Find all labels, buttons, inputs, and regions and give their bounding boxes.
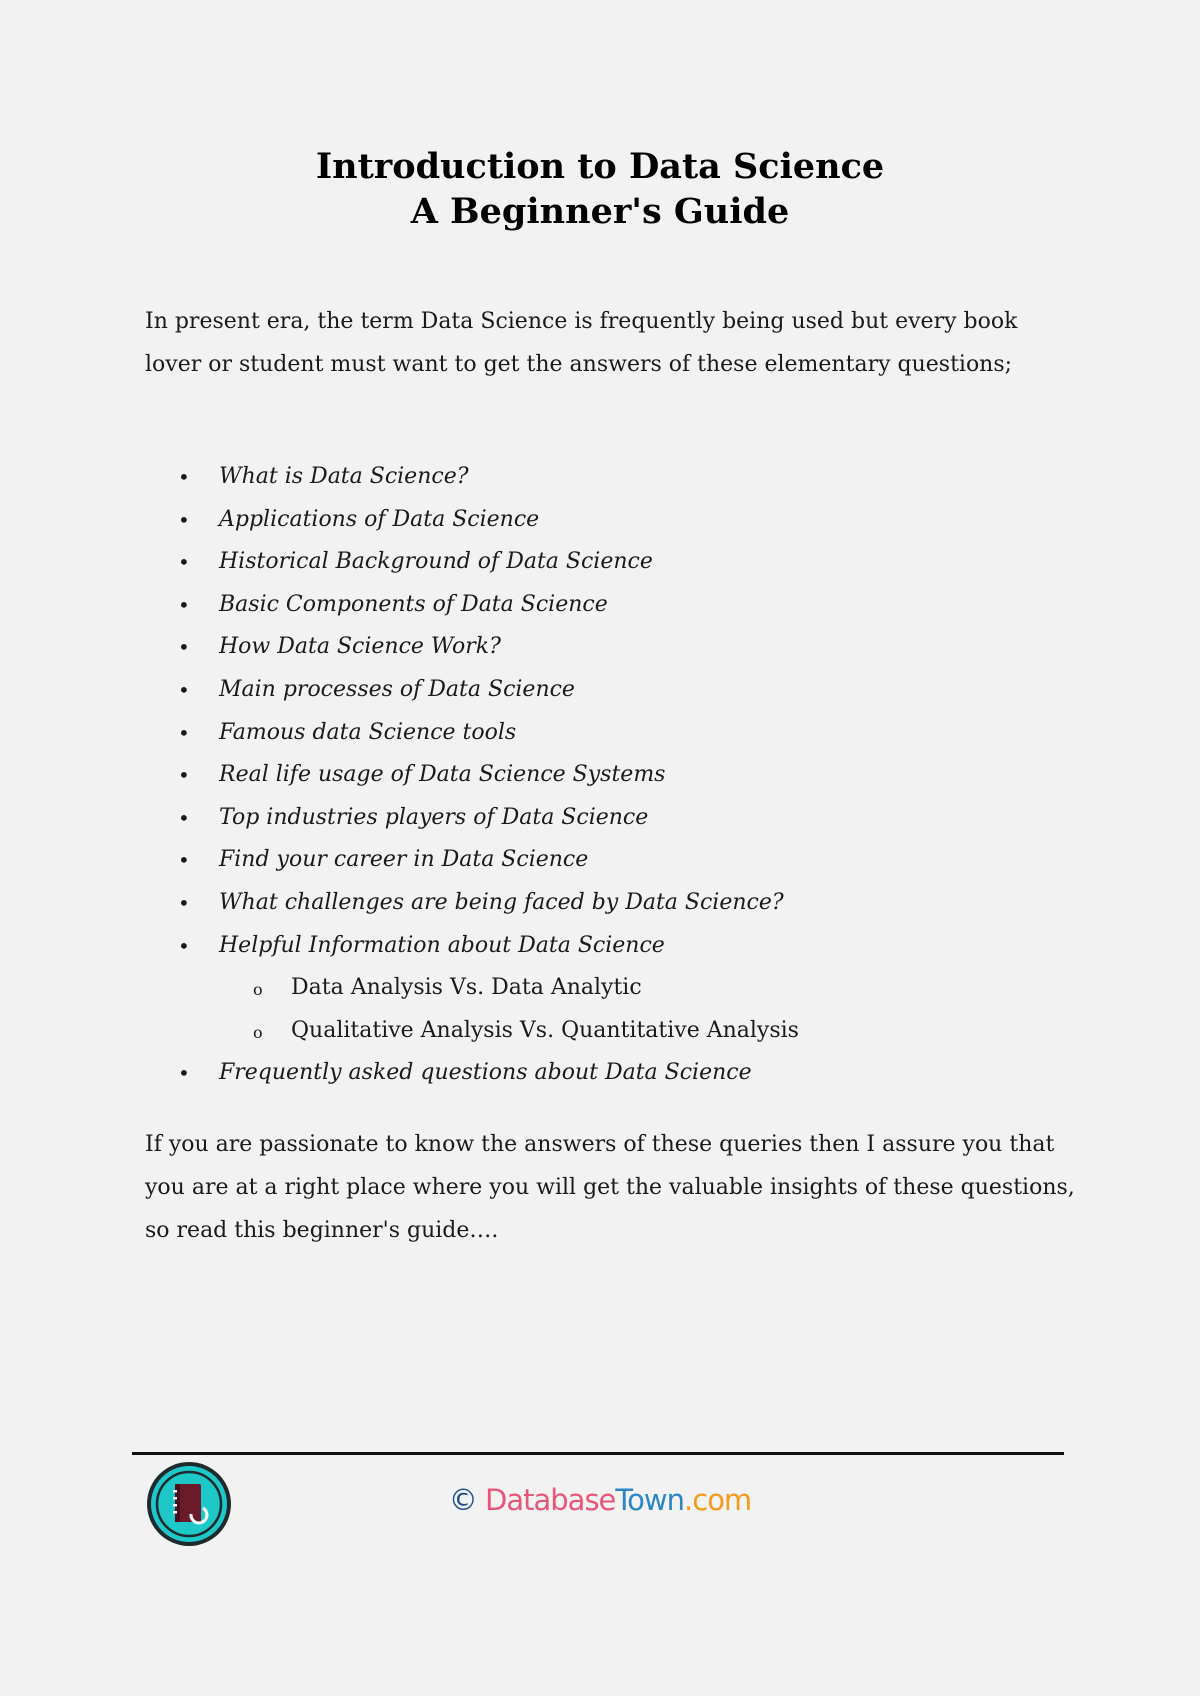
list-item [145,584,1065,627]
list-item-text: Famous data Science tools [219,719,517,745]
list-item-text: Frequently asked questions about Data Science [219,1060,752,1086]
list-item [145,797,1065,840]
bullet-icon: • [178,465,190,489]
list-item [145,626,1065,669]
list-item-text: Historical Background of Data Science [219,549,653,575]
closing-paragraph: If you are passionate to know the answers of these queries then I assure you that you are at a right place where you will get the valuable insights of these questions, so read this beginner's guide…. [145,1132,1075,1243]
bullet-icon: • [178,805,190,830]
brand-footer [0,1483,1200,1517]
list-item [145,541,1065,584]
brand-part-1: Database [485,1483,616,1517]
title-line-1: Introduction to Data Science [315,146,885,187]
circle-bullet-icon: o [253,980,263,1000]
list-item [145,1052,1065,1095]
bullet-icon: • [178,677,190,702]
list-item [145,712,1065,755]
list-item-text: Real life usage of Data Science Systems [219,762,666,788]
brand-part-3: .com [684,1483,752,1517]
list-item [145,882,1065,925]
sub-list-item-text: Qualitative Analysis Vs. Quantitative Analysis [291,1017,799,1043]
bullet-icon: • [178,933,190,958]
sub-list-item [145,1010,1065,1053]
document-title [0,144,1200,234]
brand-part-2: Town [615,1483,685,1517]
bullet-icon: • [178,848,190,873]
bullet-icon: • [178,592,190,617]
sub-list-item-text: Data Analysis Vs. Data Analytic [291,975,642,1001]
topic-list [145,456,1065,1095]
list-item-text: Applications of Data Science [219,506,540,532]
footer-divider [132,1452,1064,1455]
intro-paragraph: In present era, the term Data Science is frequently being used but every book lover or student must want to get the answers of these elementary questions; [145,309,1018,377]
list-item-text: What is Data Science? [219,464,469,489]
list-item [145,839,1065,882]
list-item-text: Basic Components of Data Science [219,591,608,617]
bullet-icon: • [178,635,190,660]
list-item-text: What challenges are being faced by Data Science? [219,889,784,915]
list-item [145,754,1065,797]
list-item-text: How Data Science Work? [219,634,501,660]
sub-list-item [145,967,1065,1010]
list-item-text: Helpful Information about Data Science [219,932,665,958]
bullet-icon: • [178,720,190,745]
bullet-icon: • [178,507,190,532]
bullet-icon: • [178,890,190,915]
title-line-2: A Beginner's Guide [410,191,790,232]
bullet-icon: • [178,763,190,788]
list-item [145,669,1065,712]
list-item-text: Main processes of Data Science [219,676,575,702]
list-item [145,925,1065,968]
bullet-icon: • [178,550,190,575]
list-item-text: Find your career in Data Science [219,847,589,873]
bullet-icon: • [178,1061,190,1086]
list-item-text: Top industries players of Data Science [219,804,649,830]
list-item [145,499,1065,542]
circle-bullet-icon: o [253,1022,263,1042]
list-item [145,456,1065,499]
copyright-icon: © [448,1483,477,1517]
